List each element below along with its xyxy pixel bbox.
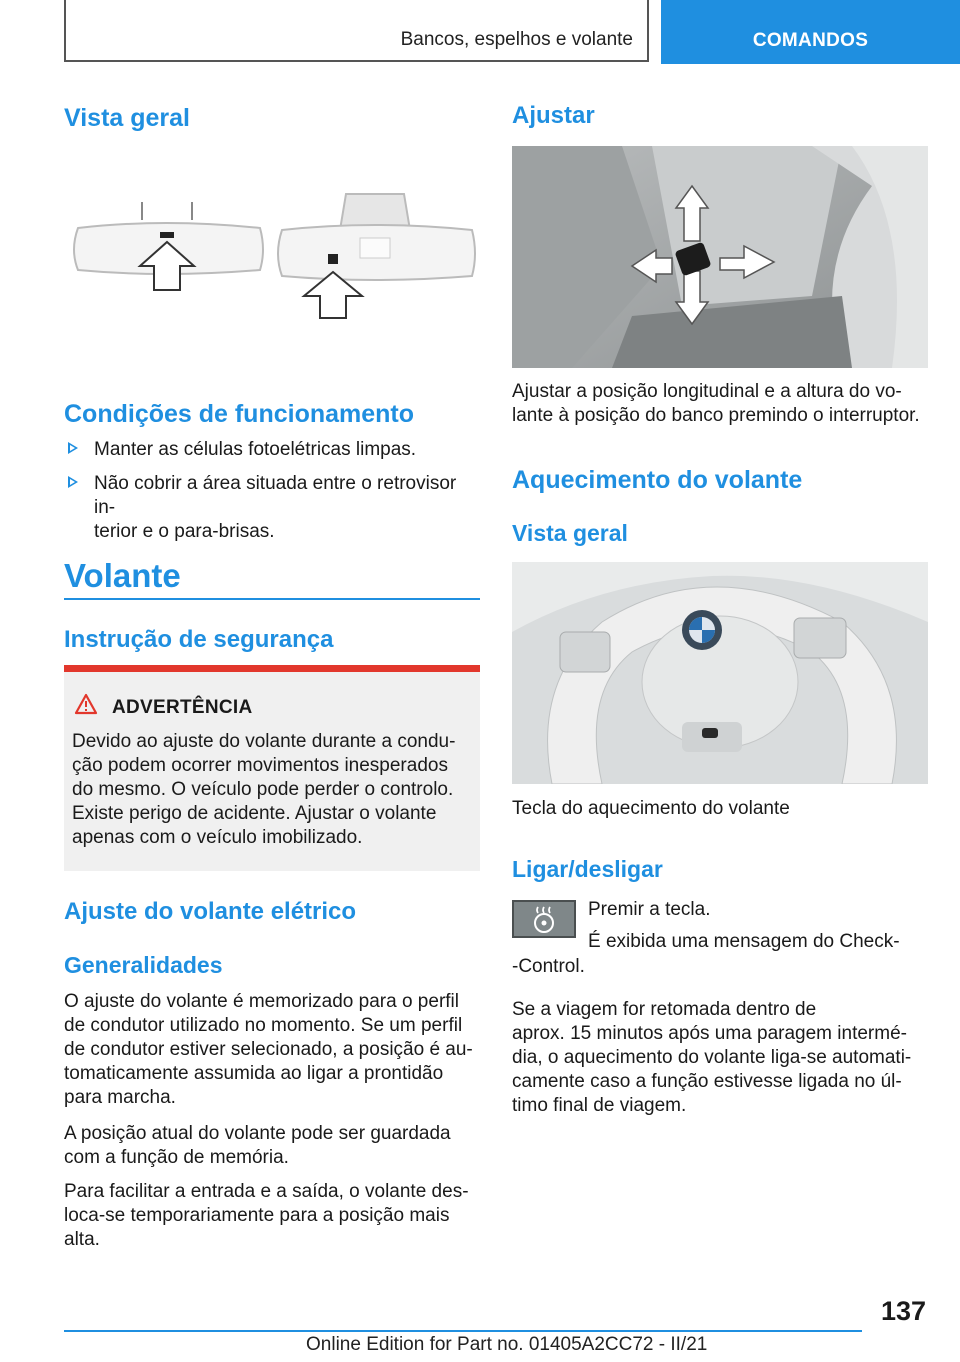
vista-geral-right-heading: Vista geral — [512, 520, 628, 546]
list-item: Manter as células fotoelétricas limpas. — [64, 438, 480, 462]
steering-heat-button-icon — [512, 900, 576, 938]
check-control-line: É exibida uma mensagem do Check- — [588, 931, 900, 952]
volante-heading: Volante — [64, 557, 181, 594]
aquecimento-heading: Aquecimento do volante — [512, 466, 803, 494]
volante-rule — [64, 598, 480, 600]
ajustar-heading: Ajustar — [512, 102, 595, 129]
list-item: Não cobrir a área situada entre o retrovisor in- terior e o para-brisas. — [64, 472, 480, 544]
ajustar-caption: Ajustar a posição longitudinal e a altura do vo- lante à posição do banco premindo o interruptor. — [512, 381, 920, 426]
ligar-heading: Ligar/desligar — [512, 856, 663, 882]
condicoes-list — [64, 438, 480, 544]
steering-wheel-photo — [512, 562, 928, 784]
generalidades-heading: Generalidades — [64, 952, 223, 978]
generalidades-paragraph: O ajuste do volante é memorizado para o perfil de condutor utilizado no momento. Se um perfil de condutor estiver selecionado, a posição é au- tomaticamente assumida ao ligar a prontidão para marcha. — [64, 991, 473, 1108]
memoria-paragraph: A posição atual do volante pode ser guardada com a função de memória. — [64, 1123, 451, 1168]
header-chapter-label: COMANDOS — [752, 30, 869, 51]
ajuste-heading: Ajuste do volante elétrico — [64, 898, 357, 925]
header-section-box — [64, 0, 649, 62]
premir-line: Premir a tecla. — [588, 899, 711, 920]
tecla-caption: Tecla do aquecimento do volante — [512, 798, 790, 819]
check-control-cont: -Control. — [512, 956, 585, 977]
footer-edition: Online Edition for Part no. 01405A2CC72 - II/21 — [306, 1334, 708, 1355]
warning-bar — [64, 665, 480, 672]
facilitar-paragraph: Para facilitar a entrada e a saída, o volante des- loca-se temporariamente para a posição mais alta. — [64, 1181, 469, 1250]
bullet-triangle-icon — [68, 442, 78, 454]
warning-text: Devido ao ajuste do volante durante a condu- ção podem ocorrer movimentos inesperados do mesmo. O veículo pode perder o controlo. Existe perigo de acidente. Ajustar o volante apenas com o veículo imobilizado. — [72, 731, 456, 848]
viagem-paragraph: Se a viagem for retomada dentro de aprox. 15 minutos após uma paragem intermé- dia, o aquecimento do volante liga-se automati- camente caso a função estivesse ligada no úl- timo final de viagem. — [512, 999, 912, 1116]
vista-geral-heading: Vista geral — [64, 104, 191, 132]
instrucao-heading: Instrução de segurança — [64, 626, 334, 653]
warning-label: ADVERTÊNCIA — [112, 697, 253, 718]
rearview-mirror-illustration — [64, 180, 480, 330]
header-section-title: Bancos, espelhos e volante — [400, 29, 633, 50]
warning-triangle-icon — [74, 693, 98, 715]
bullet-triangle-icon — [68, 476, 78, 488]
condicoes-heading: Condições de funcionamento — [64, 400, 415, 428]
steering-column-switch-photo — [512, 146, 928, 368]
footer-rule — [64, 1330, 862, 1332]
page-number: 137 — [880, 1296, 926, 1326]
header-chapter-tab — [661, 0, 960, 64]
